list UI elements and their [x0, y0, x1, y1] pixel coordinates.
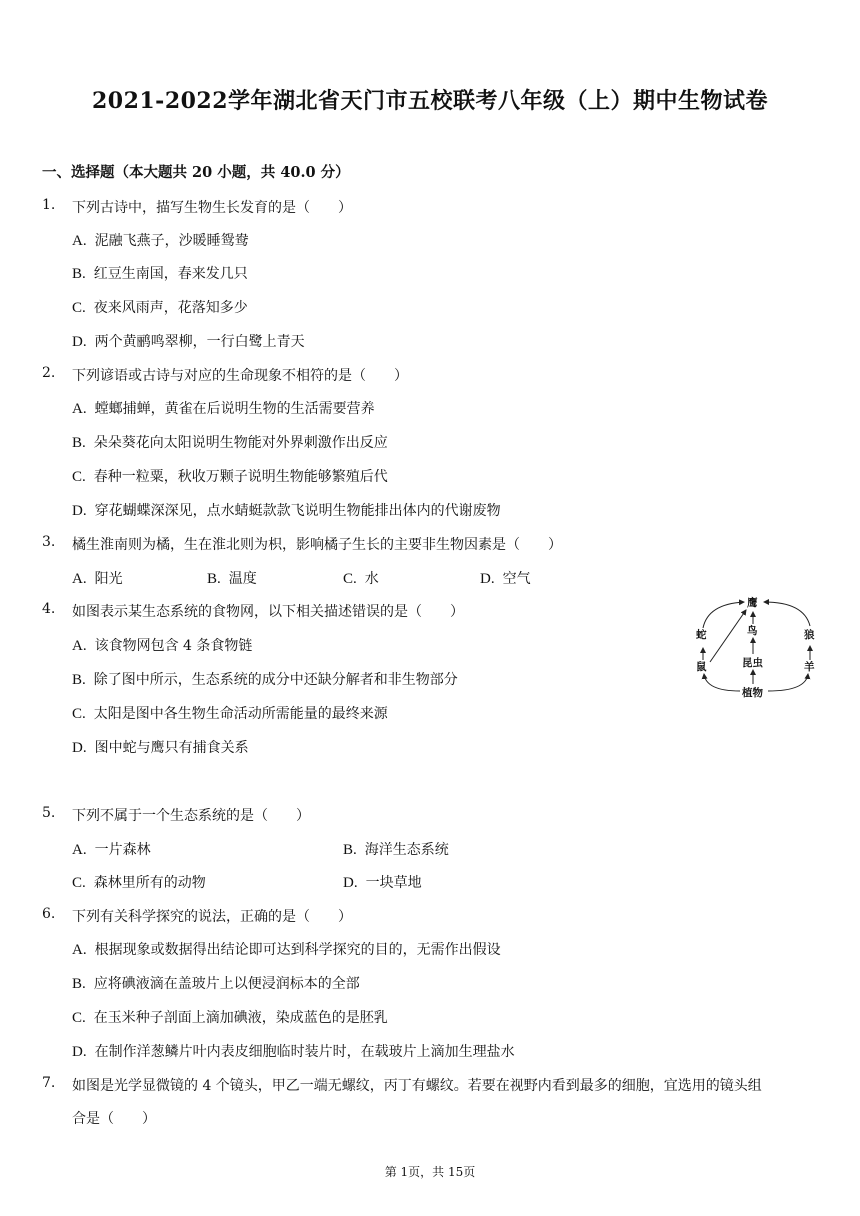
option-text: 红豆生南国，春来发几只 — [93, 266, 248, 282]
option-letter: C. — [343, 571, 357, 587]
option-text: 图中蛇与鹰只有捕食关系 — [94, 740, 249, 756]
option-text: 水 — [364, 571, 379, 587]
option-letter: B. — [207, 571, 221, 587]
option-b — [72, 432, 388, 452]
option-d — [480, 568, 531, 588]
option-letter: B. — [72, 435, 86, 451]
option-letter: D. — [72, 1044, 87, 1060]
option-letter: A. — [72, 571, 87, 587]
option-c — [343, 568, 379, 588]
option-letter: A. — [72, 942, 87, 958]
option-text: 根据现象或数据得出结论即可达到科学探究的目的，无需作出假设 — [94, 942, 501, 958]
option-letter: D. — [480, 571, 495, 587]
question-stem-continued: 合是（ ） — [72, 1111, 156, 1127]
question-stem: 下列古诗中，描写生物生长发育的是（ ） — [72, 200, 352, 216]
option-d — [72, 1041, 515, 1061]
option-text: 螳螂捕蝉，黄雀在后说明生物的生活需要营养 — [94, 401, 375, 417]
option-d — [343, 872, 422, 892]
option-text: 在制作洋葱鳞片叶内表皮细胞临时装片时，在载玻片上滴加生理盐水 — [94, 1044, 515, 1060]
option-a — [72, 939, 501, 959]
option-d — [72, 500, 501, 520]
question-number: 5. — [42, 805, 56, 821]
option-a — [72, 635, 252, 655]
option-a — [72, 398, 375, 418]
option-b — [72, 669, 458, 689]
option-b — [72, 263, 248, 283]
option-c — [72, 466, 388, 486]
option-a — [72, 230, 249, 250]
node-wolf: 狼 — [804, 629, 815, 641]
page-footer: 第 1页，共 15页 — [384, 1165, 476, 1179]
node-bird: 鸟 — [747, 625, 758, 637]
option-letter: A. — [72, 842, 87, 858]
option-text: 两个黄鹂鸣翠柳，一行白鹭上青天 — [94, 334, 305, 350]
question-number: 2. — [42, 365, 56, 381]
question-number: 7. — [42, 1075, 56, 1091]
option-c — [72, 703, 388, 723]
option-letter: C. — [72, 300, 86, 316]
arrow-mouse-eagle — [710, 610, 746, 662]
question-number: 6. — [42, 906, 56, 922]
node-plant: 植物 — [742, 687, 763, 699]
option-d — [72, 331, 305, 351]
option-text: 海洋生态系统 — [364, 842, 449, 858]
option-letter: C. — [72, 706, 86, 722]
option-b — [343, 839, 449, 859]
question-number: 1. — [42, 197, 56, 213]
option-letter: A. — [72, 401, 87, 417]
option-text: 该食物网包含 4 条食物链 — [94, 638, 253, 654]
question-stem: 如图表示某生态系统的食物网，以下相关描述错误的是（ ） — [72, 604, 464, 620]
node-sheep: 羊 — [804, 661, 815, 673]
node-snake: 蛇 — [696, 629, 707, 641]
option-text: 应将碘液滴在盖玻片上以便浸润标本的全部 — [93, 976, 360, 992]
option-letter: D. — [72, 740, 87, 756]
option-d — [72, 737, 249, 757]
option-c — [72, 1007, 388, 1027]
arrow-plant-mouse — [704, 674, 740, 691]
arrow-snake-eagle — [703, 602, 744, 628]
option-text: 在玉米种子剖面上滴加碘液，染成蓝色的是胚乳 — [93, 1010, 388, 1026]
option-letter: D. — [72, 334, 87, 350]
option-text: 朵朵葵花向太阳说明生物能对外界刺激作出反应 — [93, 435, 388, 451]
option-text: 泥融飞燕子，沙暖睡鸳鸯 — [94, 233, 249, 249]
option-text: 温度 — [228, 571, 257, 587]
option-b — [207, 568, 257, 588]
option-text: 一片森林 — [94, 842, 151, 858]
option-letter: B. — [343, 842, 357, 858]
option-text: 一块草地 — [365, 875, 422, 891]
option-letter: B. — [72, 976, 86, 992]
option-c — [72, 872, 206, 892]
question-stem: 如图是光学显微镜的 4 个镜头，甲乙一端无螺纹，丙丁有螺纹。若要在视野内看到最多的细胞，宜选用的镜头组 — [72, 1078, 762, 1094]
option-text: 森林里所有的动物 — [93, 875, 206, 891]
option-letter: D. — [343, 875, 358, 891]
question-stem: 下列谚语或古诗与对应的生命现象不相符的是（ ） — [72, 368, 408, 384]
option-text: 空气 — [502, 571, 531, 587]
option-b — [72, 973, 360, 993]
option-letter: C. — [72, 469, 86, 485]
option-a — [72, 568, 123, 588]
food-web-diagram — [688, 590, 833, 705]
option-text: 春种一粒粟，秋收万颗子说明生物能够繁殖后代 — [93, 469, 388, 485]
question-stem: 橘生淮南则为橘，生在淮北则为枳，影响橘子生长的主要非生物因素是（ ） — [72, 537, 562, 553]
option-text: 除了图中所示，生态系统的成分中还缺分解者和非生物部分 — [93, 672, 458, 688]
question-stem: 下列有关科学探究的说法，正确的是（ ） — [72, 909, 352, 925]
option-letter: C. — [72, 875, 86, 891]
option-text: 阳光 — [94, 571, 123, 587]
question-stem: 下列不属于一个生态系统的是（ ） — [72, 808, 310, 824]
node-mouse: 鼠 — [696, 661, 707, 673]
option-letter: B. — [72, 266, 86, 282]
option-letter: A. — [72, 638, 87, 654]
option-letter: D. — [72, 503, 87, 519]
arrow-plant-sheep — [768, 674, 808, 691]
section-heading: 一、选择题（本大题共 20 小题，共 40.0 分） — [42, 164, 350, 181]
option-a — [72, 839, 151, 859]
node-eagle: 鹰 — [747, 597, 758, 609]
question-number: 4. — [42, 601, 56, 617]
question-number: 3. — [42, 534, 56, 550]
arrow-wolf-eagle — [764, 602, 810, 626]
option-text: 夜来风雨声，花落知多少 — [93, 300, 248, 316]
page-title: 2021-2022学年湖北省天门市五校联考八年级（上）期中生物试卷 — [91, 88, 769, 114]
node-insect: 昆虫 — [742, 657, 763, 669]
option-letter: B. — [72, 672, 86, 688]
option-text: 太阳是图中各生物生命活动所需能量的最终来源 — [93, 706, 388, 722]
option-c — [72, 297, 248, 317]
option-letter: A. — [72, 233, 87, 249]
option-letter: C. — [72, 1010, 86, 1026]
option-text: 穿花蝴蝶深深见，点水蜻蜓款款飞说明生物能排出体内的代谢废物 — [94, 503, 501, 519]
